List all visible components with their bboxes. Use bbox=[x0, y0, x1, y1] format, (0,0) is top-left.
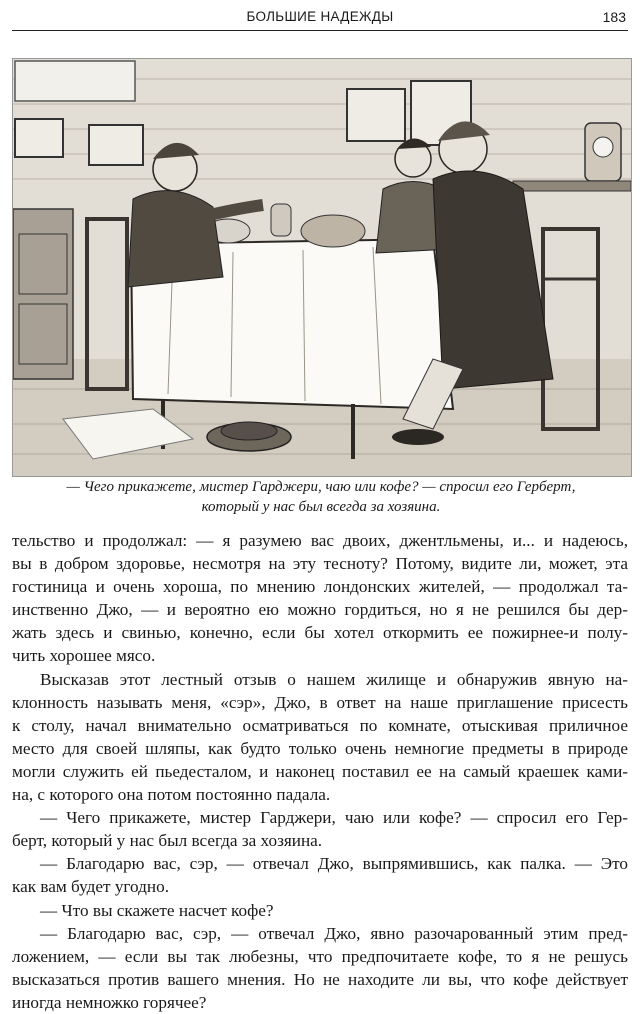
illustration-caption bbox=[20, 477, 622, 517]
text-line: чить хорошее мясо. bbox=[12, 646, 156, 666]
text-line: клонность называть меня, «сэр», Джо, в ответ на наше приглашение присесть bbox=[12, 692, 628, 712]
text-line: берт, который у нас был всегда за хозяина. bbox=[12, 831, 323, 851]
caption-line: который у нас был всегда за хозяина. bbox=[201, 499, 441, 515]
text-line: к столу, начал внимательно осматриваться по комнате, отыскивая приличное bbox=[12, 715, 628, 735]
text-line: тельство и продолжал: — я разумею вас двоих, джентльмены, и... и надеюсь, bbox=[12, 531, 628, 550]
text-line: — Благодарю вас, сэр, — отвечал Джо, явно разочарованный этим пред- bbox=[40, 923, 628, 943]
engraving-icon bbox=[13, 59, 631, 476]
body-text bbox=[12, 529, 628, 1014]
text-line: инственно Джо, — и вероятно ею можно гордиться, но я не решился бы дер- bbox=[12, 600, 628, 620]
running-header bbox=[12, 6, 628, 31]
text-line: — Благодарю вас, сэр, — отвечал Джо, выпрямившись, как палка. — Это bbox=[40, 854, 628, 874]
running-title: БОЛЬШИЕ НАДЕЖДЫ bbox=[246, 9, 394, 24]
engraving-illustration bbox=[12, 58, 632, 477]
text-line: — Чего прикажете, мистер Гарджери, чаю или кофе? — спросил его Гер- bbox=[40, 808, 628, 828]
text-line: гостиница и очень хороша, по мнению лондонских жителей, — продолжал та- bbox=[12, 577, 628, 597]
text-line: могли служить ей пьедесталом, и наконец поставил ее на самый краешек ками- bbox=[12, 761, 628, 781]
text-line: — Что вы скажете насчет кофе? bbox=[40, 900, 274, 920]
text-line: жать здесь и свинью, конечно, если бы хотел откормить ее пожирнее-и полу- bbox=[12, 623, 628, 643]
text-line: высказаться против вашего мнения. Но не находите ли вы, что кофе действует bbox=[12, 969, 628, 989]
caption-line: — Чего прикажете, мистер Гарджери, чаю или кофе? — спросил его Герберт, bbox=[66, 479, 576, 495]
text-line: как вам будет угодно. bbox=[12, 877, 169, 897]
text-line: иногда немножко горячее? bbox=[12, 992, 207, 1012]
text-line: Высказав этот лестный отзыв о нашем жилище и обнаружив явную на- bbox=[40, 669, 628, 689]
page-number: 183 bbox=[602, 9, 626, 25]
text-line: ложением, — если вы так любезны, что предпочитаете кофе, то я не решусь bbox=[12, 946, 628, 966]
text-line: вы в добром здоровье, несмотря на эту тесноту? Потому, видите ли, может, эта bbox=[12, 554, 628, 574]
text-line: место для своей шляпы, как будто только очень немногие предметы в природе bbox=[12, 738, 628, 758]
text-line: на, с которого она потом постоянно падала. bbox=[12, 785, 331, 805]
